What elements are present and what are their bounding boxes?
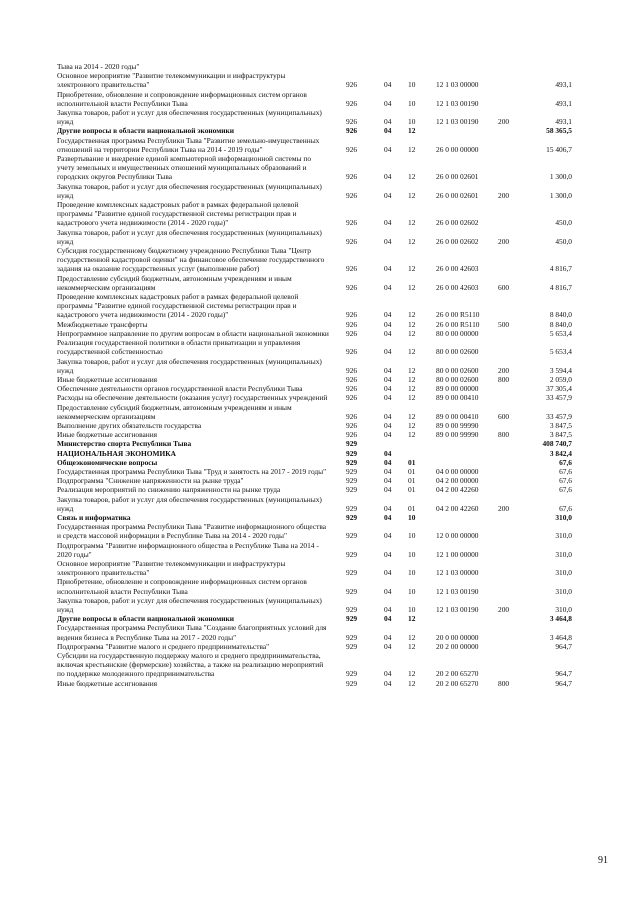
target-article-code: 12 1 03 00190 (436, 98, 479, 108)
dept-code: 929 (346, 614, 358, 624)
row-name: Субсидия государственному бюджетному учреждению Республики Тыва "Центр государственной кадастровой оценки" на финансовое обеспечение государственного задания на оказание государственных услуг (выполнение работ) (57, 246, 325, 274)
dept-code: 926 (346, 172, 358, 182)
row-name: Реализация мероприятий по снижению напряженности на рынке труда (57, 485, 281, 495)
dept-code: 926 (346, 218, 358, 228)
target-article-code: 26 0 00 42603 (436, 282, 479, 292)
subsection-code: 10 (408, 117, 416, 127)
target-article-code: 04 2 00 42260 (436, 503, 479, 513)
dept-code: 929 (346, 448, 358, 458)
table-row (57, 393, 577, 402)
target-article-code: 26 0 00 02602 (436, 236, 479, 246)
target-article-code: 26 0 00 R5110 (436, 310, 480, 320)
row-name: Субсидии на государственную поддержку малого и среднего предпринимательства, включая крестьянские (фермерские) хозяйства, а также на реализацию мероприятий по поддержке молодежного предпринимательства (57, 651, 324, 679)
row-name: Закупка товаров, работ и услуг для обеспечения государственных (муниципальных) нужд (57, 494, 322, 513)
section-code: 04 (384, 678, 392, 688)
table-row (57, 449, 577, 458)
table-row (57, 559, 577, 577)
amount: 493,1 (555, 98, 572, 108)
target-article-code: 89 0 00 99990 (436, 430, 479, 440)
expense-type-code: 200 (498, 117, 510, 127)
row-name: НАЦИОНАЛЬНАЯ ЭКОНОМИКА (57, 448, 176, 458)
row-name: Закупка товаров, работ и услуг для обеспечения государственных (муниципальных) нужд (57, 356, 322, 375)
row-name: Иные бюджетные ассигнования (57, 374, 158, 384)
table-row (57, 623, 577, 641)
amount: 408 740,7 (542, 439, 572, 449)
table-row (57, 522, 577, 540)
dept-code: 926 (346, 236, 358, 246)
amount: 310,0 (555, 531, 572, 541)
amount: 67,6 (559, 466, 572, 476)
target-article-code: 04 0 00 00000 (436, 466, 479, 476)
row-name: Государственная программа Республики Тыва "Развитие информационного общества и средств массовой информации в Республике Тыва на 2014 - 2020 годы" (57, 522, 327, 541)
target-article-code: 80 0 00 02600 (436, 347, 479, 357)
section-code: 04 (384, 282, 392, 292)
table-row (57, 642, 577, 651)
amount: 67,6 (559, 503, 572, 513)
section-code: 04 (384, 172, 392, 182)
row-name: Связь и информатика (57, 512, 131, 522)
subsection-code: 12 (408, 328, 416, 338)
target-article-code: 12 1 03 00190 (436, 117, 479, 127)
section-code: 04 (384, 457, 392, 467)
target-article-code: 26 0 00 02601 (436, 190, 479, 200)
expense-type-code: 200 (498, 190, 510, 200)
subsection-code: 10 (408, 98, 416, 108)
dept-code: 926 (346, 393, 358, 403)
dept-code: 926 (346, 319, 358, 329)
section-code: 04 (384, 264, 392, 274)
row-name: Развертывание и внедрение единой компьютерной информационной системы по учету земельных и имущественных отношений муниципальных образований и городских округов Республики Тыва (57, 154, 312, 182)
amount: 450,0 (555, 236, 572, 246)
table-row (57, 357, 577, 375)
expense-type-code: 500 (498, 319, 510, 329)
subsection-code: 01 (408, 485, 416, 495)
section-code: 04 (384, 236, 392, 246)
section-code: 04 (384, 420, 392, 430)
target-article-code: 12 1 03 00000 (436, 80, 479, 90)
dept-code: 926 (346, 374, 358, 384)
row-name: Выполнение других обязательств государства (57, 420, 202, 430)
section-code: 04 (384, 144, 392, 154)
subsection-code: 10 (408, 512, 416, 522)
amount: 964,7 (555, 641, 572, 651)
amount: 4 816,7 (549, 282, 572, 292)
amount: 5 653,4 (549, 328, 572, 338)
row-name: Подпрограмма "Снижение напряженности на рынке труда" (57, 476, 244, 486)
row-name: Проведение комплексных кадастровых работ в рамках федеральной целевой программы "Развитие единой государственной системы регистрации прав и кадастрового учета недвижимости (2014 - 2020 годы)" (57, 200, 299, 228)
page-number: 91 (598, 855, 608, 866)
section-code: 04 (384, 430, 392, 440)
target-article-code: 89 0 00 99990 (436, 420, 479, 430)
expense-type-code: 800 (498, 678, 510, 688)
expense-type-code: 200 (498, 604, 510, 614)
dept-code: 929 (346, 549, 358, 559)
subsection-code: 10 (408, 586, 416, 596)
amount: 8 840,0 (549, 310, 572, 320)
dept-code: 929 (346, 466, 358, 476)
section-code: 04 (384, 476, 392, 486)
target-article-code: 20 2 00 65270 (436, 678, 479, 688)
section-code: 04 (384, 384, 392, 394)
section-code: 04 (384, 614, 392, 624)
row-name: Предоставление субсидий бюджетным, автономным учреждениям и иным некоммерческим организациям (57, 402, 292, 421)
target-article-code: 04 2 00 00000 (436, 476, 479, 486)
dept-code: 929 (346, 476, 358, 486)
expense-type-code: 200 (498, 236, 510, 246)
dept-code: 926 (346, 365, 358, 375)
target-article-code: 26 0 00 R5110 (436, 319, 480, 329)
subsection-code: 12 (408, 218, 416, 228)
target-article-code: 26 0 00 02601 (436, 172, 479, 182)
section-code: 04 (384, 641, 392, 651)
dept-code: 926 (346, 310, 358, 320)
target-article-code: 80 0 00 02600 (436, 365, 479, 375)
section-code: 04 (384, 586, 392, 596)
dept-code: 929 (346, 531, 358, 541)
row-name: Реализация государственной политики в области приватизации и управления государственной собственностью (57, 338, 301, 357)
subsection-code: 10 (408, 604, 416, 614)
section-code: 04 (384, 218, 392, 228)
subsection-code: 12 (408, 310, 416, 320)
target-article-code: 89 0 00 00410 (436, 393, 479, 403)
amount: 67,6 (559, 457, 572, 467)
table-row (57, 541, 577, 559)
subsection-code: 12 (408, 172, 416, 182)
target-article-code: 12 1 03 00000 (436, 568, 479, 578)
subsection-code: 12 (408, 347, 416, 357)
dept-code: 926 (346, 80, 358, 90)
table-row (57, 421, 577, 430)
amount: 310,0 (555, 512, 572, 522)
amount: 310,0 (555, 568, 572, 578)
amount: 4 816,7 (549, 264, 572, 274)
row-name: Другие вопросы в области национальной экономики (57, 614, 235, 624)
amount: 33 457,9 (546, 411, 572, 421)
amount: 1 300,0 (549, 190, 572, 200)
subsection-code: 12 (408, 144, 416, 154)
row-name: Обеспечение деятельности органов государственной власти Республики Тыва (57, 384, 303, 394)
section-code: 04 (384, 80, 392, 90)
subsection-code: 12 (408, 614, 416, 624)
subsection-code: 01 (408, 457, 416, 467)
amount: 33 457,9 (546, 393, 572, 403)
subsection-code: 12 (408, 632, 416, 642)
section-code: 04 (384, 319, 392, 329)
section-code: 04 (384, 466, 392, 476)
section-code: 04 (384, 531, 392, 541)
row-name: Проведение комплексных кадастровых работ в рамках федеральной целевой программы "Развитие единой государственной системы регистрации прав и кадастрового учета недвижимости (2014 - 2020 годы)" (57, 292, 299, 320)
row-name: Закупка товаров, работ и услуг для обеспечения государственных (муниципальных) нужд (57, 595, 322, 614)
row-name: Расходы на обеспечение деятельности (оказания услуг) государственных учреждений (57, 393, 328, 403)
dept-code: 929 (346, 669, 358, 679)
amount: 1 300,0 (549, 172, 572, 182)
subsection-code: 12 (408, 190, 416, 200)
table-row (57, 403, 577, 421)
amount: 58 365,5 (546, 126, 572, 136)
table-row (57, 439, 577, 448)
section-code: 04 (384, 365, 392, 375)
row-name: Основное мероприятие "Развитие телекоммуникации и инфраструктуры электронного правительства" (57, 558, 286, 578)
amount: 3 842,4 (549, 448, 572, 458)
subsection-code: 12 (408, 365, 416, 375)
subsection-code: 12 (408, 411, 416, 421)
row-name: Закупка товаров, работ и услуг для обеспечения государственных (муниципальных) нужд (57, 181, 322, 200)
table-row (57, 458, 577, 467)
amount: 450,0 (555, 218, 572, 228)
target-article-code: 80 0 00 02600 (436, 374, 479, 384)
amount: 8 840,0 (549, 319, 572, 329)
table-row (57, 513, 577, 522)
section-code: 04 (384, 485, 392, 495)
subsection-code: 12 (408, 126, 416, 136)
dept-code: 926 (346, 117, 358, 127)
target-article-code: 26 0 00 02602 (436, 218, 479, 228)
table-row (57, 384, 577, 393)
expense-type-code: 200 (498, 503, 510, 513)
subsection-code: 10 (408, 568, 416, 578)
subsection-code: 12 (408, 236, 416, 246)
dept-code: 929 (346, 632, 358, 642)
expense-type-code: 600 (498, 411, 510, 421)
table-row (57, 62, 577, 71)
dept-code: 926 (346, 328, 358, 338)
subsection-code: 12 (408, 678, 416, 688)
target-article-code: 12 1 03 00190 (436, 604, 479, 614)
row-name: Иные бюджетные ассигнования (57, 430, 158, 440)
section-code: 04 (384, 126, 392, 136)
table-row (57, 375, 577, 384)
dept-code: 929 (346, 439, 358, 449)
table-row (57, 467, 577, 476)
dept-code: 929 (346, 512, 358, 522)
section-code: 04 (384, 669, 392, 679)
amount: 493,1 (555, 117, 572, 127)
subsection-code: 12 (408, 641, 416, 651)
row-name: Иные бюджетные ассигнования (57, 678, 158, 688)
target-article-code: 89 0 00 00410 (436, 411, 479, 421)
section-code: 04 (384, 512, 392, 522)
row-name: Межбюджетные трансферты (57, 319, 148, 329)
dept-code: 926 (346, 384, 358, 394)
row-name: Министерство спорта Республики Тыва (57, 439, 192, 449)
dept-code: 926 (346, 347, 358, 357)
table-row (57, 329, 577, 338)
amount: 3 594,4 (549, 365, 572, 375)
subsection-code: 01 (408, 476, 416, 486)
table-row (57, 200, 577, 228)
table-row (57, 679, 577, 688)
row-name: Общеэкономические вопросы (57, 457, 158, 467)
section-code: 04 (384, 503, 392, 513)
amount: 310,0 (555, 604, 572, 614)
section-code: 04 (384, 549, 392, 559)
dept-code: 929 (346, 485, 358, 495)
amount: 15 406,7 (546, 144, 572, 154)
target-article-code: 20 2 00 65270 (436, 669, 479, 679)
table-row (57, 182, 577, 200)
row-name: Приобретение, обновление и сопровождение информационных систем органов исполнительной власти Республики Тыва (57, 89, 307, 108)
table-row (57, 596, 577, 614)
table-row (57, 651, 577, 679)
table-row (57, 228, 577, 246)
amount: 37 305,4 (546, 384, 572, 394)
dept-code: 929 (346, 678, 358, 688)
amount: 493,1 (555, 80, 572, 90)
table-row (57, 71, 577, 89)
subsection-code: 12 (408, 319, 416, 329)
table-row (57, 430, 577, 439)
amount: 3 464,8 (549, 632, 572, 642)
dept-code: 926 (346, 420, 358, 430)
section-code: 04 (384, 411, 392, 421)
table-row (57, 292, 577, 320)
budget-table (57, 62, 577, 688)
target-article-code: 04 2 00 42260 (436, 485, 479, 495)
table-row (57, 246, 577, 274)
row-name: Закупка товаров, работ и услуг для обеспечения государственных (муниципальных) нужд (57, 108, 322, 127)
subsection-code: 12 (408, 393, 416, 403)
table-row (57, 485, 577, 494)
section-code: 04 (384, 190, 392, 200)
section-code: 04 (384, 632, 392, 642)
amount: 67,6 (559, 476, 572, 486)
dept-code: 926 (346, 190, 358, 200)
dept-code: 926 (346, 144, 358, 154)
expense-type-code: 800 (498, 430, 510, 440)
subsection-code: 10 (408, 531, 416, 541)
dept-code: 929 (346, 503, 358, 513)
subsection-code: 12 (408, 264, 416, 274)
dept-code: 926 (346, 126, 358, 136)
amount: 964,7 (555, 669, 572, 679)
subsection-code: 12 (408, 282, 416, 292)
table-row (57, 108, 577, 126)
section-code: 04 (384, 393, 392, 403)
section-code: 04 (384, 117, 392, 127)
dept-code: 929 (346, 604, 358, 614)
dept-code: 926 (346, 98, 358, 108)
expense-type-code: 200 (498, 365, 510, 375)
amount: 2 059,0 (549, 374, 572, 384)
subsection-code: 01 (408, 466, 416, 476)
subsection-code: 12 (408, 384, 416, 394)
row-name: Непрограммное направление по другим вопросам в области национальной экономики (57, 328, 329, 338)
row-name: Предоставление субсидий бюджетным, автономным учреждениям и иным некоммерческим организациям (57, 273, 292, 292)
table-row (57, 495, 577, 513)
dept-code: 929 (346, 457, 358, 467)
section-code: 04 (384, 374, 392, 384)
subsection-code: 12 (408, 374, 416, 384)
subsection-code: 12 (408, 420, 416, 430)
dept-code: 929 (346, 568, 358, 578)
row-name: Подпрограмма "Развитие малого и среднего предпринимательства" (57, 641, 270, 651)
row-name: Государственная программа Республики Тыва "Труд и занятость на 2017 - 2019 годы" (57, 466, 327, 476)
dept-code: 926 (346, 430, 358, 440)
amount: 310,0 (555, 586, 572, 596)
row-name: Приобретение, обновление и сопровождение информационных систем органов исполнительной власти Республики Тыва (57, 577, 307, 596)
amount: 3 464,8 (549, 614, 572, 624)
dept-code: 926 (346, 264, 358, 274)
subsection-code: 10 (408, 549, 416, 559)
section-code: 04 (384, 448, 392, 458)
table-row (57, 577, 577, 595)
amount: 67,6 (559, 485, 572, 495)
target-article-code: 12 1 03 00190 (436, 586, 479, 596)
row-name: Закупка товаров, работ и услуг для обеспечения государственных (муниципальных) нужд (57, 227, 322, 246)
table-row (57, 154, 577, 182)
target-article-code: 20 2 00 00000 (436, 641, 479, 651)
target-article-code: 26 0 00 00000 (436, 144, 479, 154)
section-code: 04 (384, 310, 392, 320)
dept-code: 929 (346, 586, 358, 596)
dept-code: 926 (346, 282, 358, 292)
section-code: 04 (384, 98, 392, 108)
subsection-code: 12 (408, 430, 416, 440)
section-code: 04 (384, 568, 392, 578)
target-article-code: 26 0 00 42603 (436, 264, 479, 274)
row-name: Государственная программа Республики Тыва "Создание благоприятных условий для ведения бизнеса в Республике Тыва на 2017 - 2020 годы" (57, 623, 327, 642)
section-code: 04 (384, 328, 392, 338)
target-article-code: 89 0 00 00000 (436, 384, 479, 394)
table-row (57, 136, 577, 154)
subsection-code: 10 (408, 80, 416, 90)
target-article-code: 12 0 00 00000 (436, 531, 479, 541)
target-article-code: 20 0 00 00000 (436, 632, 479, 642)
amount: 3 847,5 (549, 430, 572, 440)
dept-code: 929 (346, 641, 358, 651)
row-name: Тыва на 2014 - 2020 годы" (57, 62, 140, 71)
target-article-code: 80 0 00 00000 (436, 328, 479, 338)
table-row (57, 320, 577, 329)
expense-type-code: 600 (498, 282, 510, 292)
amount: 5 653,4 (549, 347, 572, 357)
dept-code: 926 (346, 411, 358, 421)
table-row (57, 476, 577, 485)
subsection-code: 12 (408, 669, 416, 679)
table-row (57, 90, 577, 108)
target-article-code: 12 1 00 00000 (436, 549, 479, 559)
subsection-code: 01 (408, 503, 416, 513)
table-row (57, 338, 577, 356)
row-name: Подпрограмма "Развитие информационного общества в Республике Тыва на 2014 - 2020 годы" (57, 540, 319, 559)
section-code: 04 (384, 347, 392, 357)
expense-type-code: 800 (498, 374, 510, 384)
section-code: 04 (384, 604, 392, 614)
row-name: Другие вопросы в области национальной экономики (57, 126, 235, 136)
amount: 3 847,5 (549, 420, 572, 430)
amount: 310,0 (555, 549, 572, 559)
row-name: Государственная программа Республики Тыва "Развитие земельно-имущественных отношений на территории Республики Тыва на 2014 - 2019 годы" (57, 135, 320, 154)
table-row (57, 614, 577, 623)
table-row (57, 126, 577, 135)
amount: 964,7 (555, 678, 572, 688)
table-row (57, 274, 577, 292)
row-name: Основное мероприятие "Развитие телекоммуникации и инфраструктуры электронного правительства" (57, 71, 286, 90)
